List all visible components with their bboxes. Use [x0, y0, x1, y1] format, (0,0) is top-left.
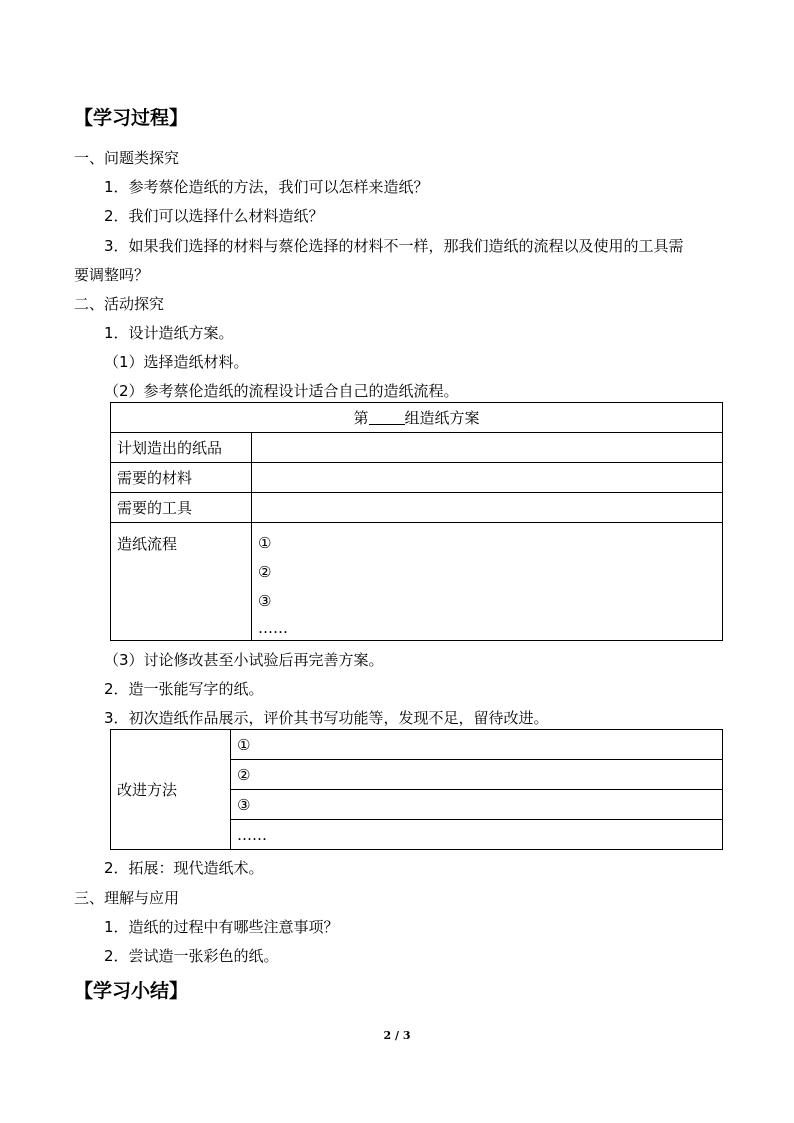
section2-subitem-2: （2）参考蔡伦造纸的流程设计适合自己的造纸流程。 [104, 382, 459, 400]
plan-row-input-tools[interactable] [252, 493, 723, 523]
section1-question-1: 1．参考蔡伦造纸的方法，我们可以怎样来造纸？ [104, 178, 429, 196]
section3-question-2: 2．尝试造一张彩色的纸。 [104, 947, 279, 965]
process-step-2: ② [258, 563, 272, 581]
process-step-3: ③ [258, 592, 272, 610]
section2-title: 二、活动探究 [74, 295, 165, 313]
plan-table-title-suffix: 组造纸方案 [404, 409, 480, 427]
section1-question-2: 2．我们可以选择什么材料造纸？ [104, 207, 324, 225]
improvement-step-ellipsis[interactable]: …… [231, 820, 723, 850]
plan-row-input-materials[interactable] [252, 463, 723, 493]
plan-table-title-prefix: 第 [353, 409, 369, 427]
plan-row-label-materials: 需要的材料 [111, 463, 252, 493]
section1-title: 一、问题类探究 [74, 149, 180, 167]
page-number: 2 / 3 [383, 1029, 411, 1042]
process-step-1: ① [258, 534, 272, 552]
improvement-step-1[interactable]: ① [231, 730, 723, 760]
improvement-step-3[interactable]: ③ [231, 790, 723, 820]
improvement-methods-table [110, 729, 723, 850]
plan-row-label-product: 计划造出的纸品 [111, 433, 252, 463]
paper-making-plan-table [110, 402, 723, 641]
group-number-blank[interactable] [369, 410, 405, 425]
plan-row-label-process: 造纸流程 [111, 523, 252, 641]
plan-row-input-product[interactable] [252, 433, 723, 463]
section3-title: 三、理解与应用 [74, 889, 180, 907]
plan-table-title [111, 403, 723, 433]
section2-item-1: 1．设计造纸方案。 [104, 324, 234, 342]
plan-row-label-tools: 需要的工具 [111, 493, 252, 523]
section1-question-3-line2: 要调整吗？ [74, 266, 150, 284]
section2-subitem-1: （1）选择造纸材料。 [104, 353, 249, 371]
section3-question-1: 1．造纸的过程中有哪些注意事项？ [104, 918, 339, 936]
section2-subitem-3: （3）讨论修改甚至小试验后再完善方案。 [104, 651, 384, 669]
heading-learning-process: 【学习过程】 [74, 107, 189, 129]
heading-learning-summary: 【学习小结】 [74, 980, 189, 1002]
section2-item-extension: 2．拓展：现代造纸术。 [104, 859, 264, 877]
plan-row-input-process[interactable] [252, 523, 723, 641]
section2-item-2: 2．造一张能写字的纸。 [104, 680, 264, 698]
section1-question-3-line1: 3．如果我们选择的材料与蔡伦选择的材料不一样，那我们造纸的流程以及使用的工具需 [104, 237, 684, 255]
section2-item-3: 3．初次造纸作品展示，评价其书写功能等，发现不足，留待改进。 [104, 709, 549, 727]
process-step-ellipsis: …… [258, 619, 288, 637]
improvement-step-2[interactable]: ② [231, 760, 723, 790]
improvement-label: 改进方法 [111, 730, 231, 850]
